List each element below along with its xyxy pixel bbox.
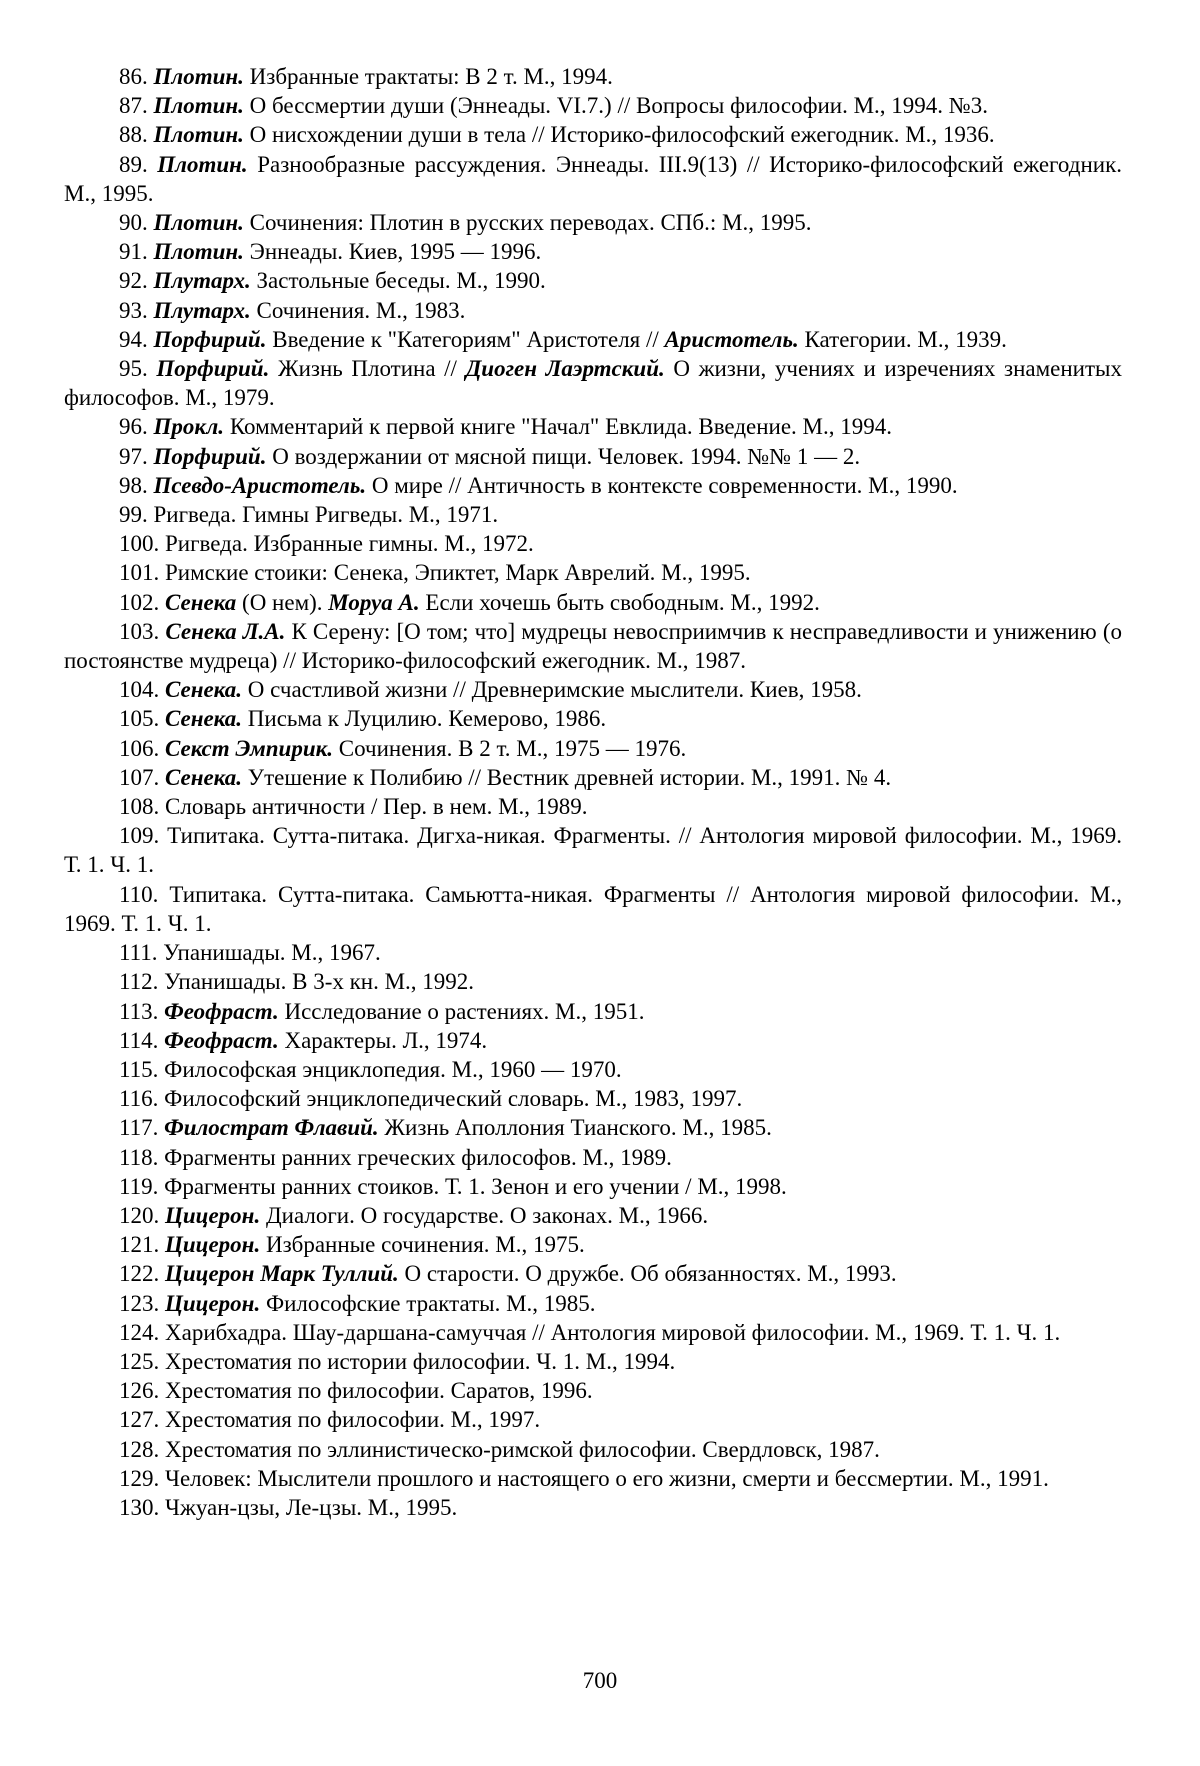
bibliography-entry (64, 1318, 1122, 1347)
entry-text: О жизни, учениях и изречениях знаменитых философов. М., 1979. (64, 356, 1122, 411)
bibliography-entry (64, 1143, 1122, 1172)
entry-number: 112. (119, 969, 159, 995)
bibliography-entry (64, 1493, 1122, 1522)
entry-text: (О нем). (236, 589, 329, 615)
bibliography-entry (64, 1405, 1122, 1434)
entry-text: Хрестоматия по философии. Саратов, 1996. (165, 1378, 593, 1404)
entry-text: Категории. М., 1939. (798, 326, 1007, 352)
bibliography-entry (64, 1347, 1122, 1376)
entry-author: Плотин. (153, 93, 244, 119)
bibliography-entry (64, 1464, 1122, 1493)
entry-text: Фрагменты ранних стоиков. Т. 1. Зенон и его учении / М., 1998. (164, 1173, 787, 1199)
entry-author: Сенека (165, 589, 237, 615)
bibliography-entry (64, 150, 1122, 208)
entry-number: 88. (119, 122, 148, 148)
bibliography-entry (64, 792, 1122, 821)
entry-number: 86. (119, 64, 148, 89)
entry-author: Псевдо-Аристотель. (153, 472, 367, 498)
entry-number: 118. (119, 1144, 159, 1170)
entry-text: Диалоги. О государстве. О законах. М., 1966. (260, 1202, 709, 1228)
entry-author: Порфирий. (153, 326, 267, 352)
entry-text: Фрагменты ранних греческих философов. М., 1989. (164, 1144, 672, 1170)
entry-text: Разнообразные рассуждения. Эннеады. III.9(13) // Историко-философский ежегодник. М., 1995. (64, 151, 1122, 206)
entry-author: Цицерон. (165, 1290, 261, 1316)
entry-author: Сенека. (165, 764, 243, 790)
entry-text: Упанишады. М., 1967. (163, 940, 381, 966)
entry-number: 128. (119, 1436, 160, 1462)
entry-text: Застольные беседы. М., 1990. (250, 268, 546, 294)
bibliography-entry (64, 120, 1122, 149)
entry-author: Плутарх. (153, 268, 251, 294)
bibliography-entry (64, 1201, 1122, 1230)
bibliography-entry (64, 1172, 1122, 1201)
bibliography-entry (64, 558, 1122, 587)
bibliography-entry (64, 91, 1122, 120)
entry-text: Хрестоматия по эллинистическо-римской философии. Свердловск, 1987. (165, 1436, 880, 1462)
bibliography-entry (64, 412, 1122, 441)
entry-text: Сочинения. М., 1983. (250, 297, 466, 323)
bibliography-entry (64, 442, 1122, 471)
entry-number: 98. (119, 472, 148, 498)
entry-author: Плотин. (157, 151, 248, 177)
entry-number: 117. (119, 1115, 159, 1141)
entry-author: Сенека. (165, 677, 243, 703)
entry-text: Избранные трактаты: В 2 т. М., 1994. (243, 64, 613, 89)
bibliography-entry (64, 1376, 1122, 1405)
bibliography-entry (64, 675, 1122, 704)
entry-number: 94. (119, 326, 148, 352)
entry-text: О счастливой жизни // Древнеримские мыслители. Киев, 1958. (242, 677, 862, 703)
entry-number: 130. (119, 1494, 160, 1520)
entry-text: О мире // Античность в контексте современности. М., 1990. (366, 472, 958, 498)
entry-number: 97. (119, 443, 148, 469)
entry-author: Прокл. (153, 414, 225, 440)
entry-text: Если хочешь быть свободным. М., 1992. (419, 589, 820, 615)
entry-text: О бессмертии души (Эннеады. VI.7.) // Вопросы философии. М., 1994. №3. (243, 93, 989, 119)
entry-text: Римские стоики: Сенека, Эпиктет, Марк Аврелий. М., 1995. (165, 560, 751, 586)
entry-text: О воздержании от мясной пищи. Человек. 1994. №№ 1 — 2. (266, 443, 861, 469)
entry-number: 93. (119, 297, 148, 323)
bibliography-entry (64, 938, 1122, 967)
entry-text: Ригведа. Гимны Ригведы. М., 1971. (153, 502, 499, 528)
entry-number: 124. (119, 1319, 160, 1345)
entry-text: Хрестоматия по истории философии. Ч. 1. М., 1994. (165, 1348, 676, 1374)
bibliography-entry (64, 529, 1122, 558)
entry-number: 103. (119, 618, 160, 644)
entry-number: 89. (119, 151, 148, 177)
entry-number: 105. (119, 706, 160, 732)
entry-text: Жизнь Плотина // (269, 356, 466, 382)
entry-text: О нисхождении души в тела // Историко-философский ежегодник. М., 1936. (243, 122, 995, 148)
entry-number: 100. (119, 531, 160, 557)
entry-author: Цицерон Марк Туллий. (165, 1261, 399, 1287)
entry-number: 109. (119, 823, 160, 849)
entry-number: 116. (119, 1086, 159, 1112)
entry-author: Порфирий. (156, 356, 270, 382)
page-number: 700 (582, 1668, 618, 1693)
bibliography-entry (64, 354, 1122, 412)
bibliography-entry (64, 1289, 1122, 1318)
bibliography-entry (64, 967, 1122, 996)
bibliography-entry (64, 1113, 1122, 1142)
bibliography-entry (64, 588, 1122, 617)
entry-author: Феофраст. (164, 998, 279, 1024)
bibliography-entry (64, 1435, 1122, 1464)
bibliography-entry (64, 471, 1122, 500)
bibliography-entry (64, 734, 1122, 763)
entry-number: 122. (119, 1261, 160, 1287)
entry-author: Плотин. (153, 64, 244, 89)
entry-number: 92. (119, 268, 148, 294)
bibliography-entry (64, 500, 1122, 529)
bibliography-entry (64, 1055, 1122, 1084)
entry-text: Человек: Мыслители прошлого и настоящего о его жизни, смерти и бессмертии. М., 1991. (165, 1465, 1049, 1491)
entry-number: 127. (119, 1407, 160, 1433)
entry-author: Феофраст. (164, 1027, 279, 1053)
entry-number: 95. (119, 356, 148, 382)
bibliography-entry (64, 266, 1122, 295)
entry-number: 125. (119, 1348, 160, 1374)
bibliography-entry (64, 208, 1122, 237)
entry-text: Типитака. Сутта-питака. Самьютта-никая. Фрагменты // Антология мировой философии. М., 1969. Т. 1. Ч. 1. (64, 881, 1122, 936)
entry-text: Жизнь Аполлония Тианского. М., 1985. (378, 1115, 772, 1141)
bibliography-entry (64, 821, 1122, 879)
entry-text: Чжуан-цзы, Ле-цзы. М., 1995. (165, 1494, 458, 1520)
entry-author: Диоген Лаэртский. (465, 356, 665, 382)
entry-number: 108. (119, 794, 160, 820)
entry-number: 90. (119, 210, 148, 236)
bibliography-entry (64, 296, 1122, 325)
entry-number: 126. (119, 1378, 160, 1404)
entry-text: Словарь античности / Пер. в нем. М., 1989. (165, 794, 588, 820)
entry-number: 101. (119, 560, 160, 586)
entry-number: 106. (119, 735, 160, 761)
entry-number: 102. (119, 589, 160, 615)
entry-text: Введение к "Категориям" Аристотеля // (266, 326, 665, 352)
bibliography-entry (64, 1259, 1122, 1288)
entry-author: Плотин. (153, 239, 244, 265)
bibliography-entry (64, 880, 1122, 938)
entry-author: Цицерон. (165, 1202, 261, 1228)
entry-text: Комментарий к первой книге "Начал" Евклида. Введение. М., 1994. (224, 414, 893, 440)
entry-number: 123. (119, 1290, 160, 1316)
entry-text: Письма к Луцилию. Кемерово, 1986. (242, 706, 607, 732)
entry-number: 110. (119, 881, 159, 907)
entry-author: Секст Эмпирик. (165, 735, 334, 761)
entry-author: Сенека. (165, 706, 243, 732)
entry-author: Плутарх. (153, 297, 251, 323)
entry-author: Плотин. (153, 122, 244, 148)
entry-number: 107. (119, 764, 160, 790)
entry-number: 129. (119, 1465, 160, 1491)
bibliography-entry (64, 997, 1122, 1026)
entry-text: Характеры. Л., 1974. (278, 1027, 488, 1053)
bibliography-entry (64, 763, 1122, 792)
entry-text: Сочинения: Плотин в русских переводах. СПб.: М., 1995. (243, 210, 812, 236)
bibliography-entry (64, 325, 1122, 354)
entry-number: 113. (119, 998, 159, 1024)
entry-text: Исследование о растениях. М., 1951. (278, 998, 645, 1024)
entry-number: 96. (119, 414, 148, 440)
entry-number: 104. (119, 677, 160, 703)
entry-text: Философские трактаты. М., 1985. (260, 1290, 596, 1316)
entry-author: Цицерон. (165, 1232, 261, 1258)
entry-number: 111. (119, 940, 158, 966)
entry-author: Сенека Л.А. (165, 618, 286, 644)
entry-text: Хрестоматия по философии. М., 1997. (165, 1407, 541, 1433)
entry-number: 115. (119, 1056, 159, 1082)
entry-text: Философская энциклопедия. М., 1960 — 1970. (164, 1056, 622, 1082)
bibliography-entry (64, 1026, 1122, 1055)
entry-number: 120. (119, 1202, 160, 1228)
entry-author: Порфирий. (153, 443, 267, 469)
entry-text: Типитака. Сутта-питака. Дигха-никая. Фрагменты. // Антология мировой философии. М., 1969. Т. 1. Ч. 1. (64, 823, 1123, 878)
entry-author: Моруа А. (328, 589, 420, 615)
bibliography-entry (64, 617, 1122, 675)
bibliography-entry (64, 704, 1122, 733)
entry-author: Филострат Флавий. (164, 1115, 379, 1141)
entry-text: Харибхадра. Шау-даршана-самуччая // Антология мировой философии. М., 1969. Т. 1. Ч. 1. (165, 1319, 1061, 1345)
entry-author: Аристотель. (664, 326, 799, 352)
entry-author: Плотин. (153, 210, 244, 236)
entry-text: К Серену: [О том; что] мудрецы невосприимчив к несправедливости и унижению (о постоянстве мудреца) // Историко-философский ежегодник. М., 1987. (64, 618, 1123, 674)
entry-text: Утешение к Полибию // Вестник древней истории. М., 1991. № 4. (242, 764, 892, 790)
entry-number: 87. (119, 93, 148, 119)
bibliography-entry (64, 237, 1122, 266)
bibliography-entry (64, 1230, 1122, 1259)
entry-number: 119. (119, 1173, 159, 1199)
entry-text: Философский энциклопедический словарь. М., 1983, 1997. (164, 1086, 743, 1112)
entry-number: 121. (119, 1232, 160, 1258)
entry-number: 99. (119, 502, 148, 528)
entry-number: 91. (119, 239, 148, 265)
bibliography-entry (64, 1084, 1122, 1113)
entry-text: Упанишады. В 3-х кн. М., 1992. (164, 969, 475, 995)
entry-text: Сочинения. В 2 т. М., 1975 — 1976. (333, 735, 687, 761)
entry-text: О старости. О дружбе. Об обязанностях. М., 1993. (398, 1261, 897, 1287)
bibliography-list (64, 62, 1122, 1522)
bibliography-entry (64, 62, 1122, 91)
entry-number: 114. (119, 1027, 159, 1053)
entry-text: Избранные сочинения. М., 1975. (260, 1232, 585, 1258)
entry-text: Ригведа. Избранные гимны. М., 1972. (165, 531, 534, 557)
entry-text: Эннеады. Киев, 1995 — 1996. (243, 239, 542, 265)
